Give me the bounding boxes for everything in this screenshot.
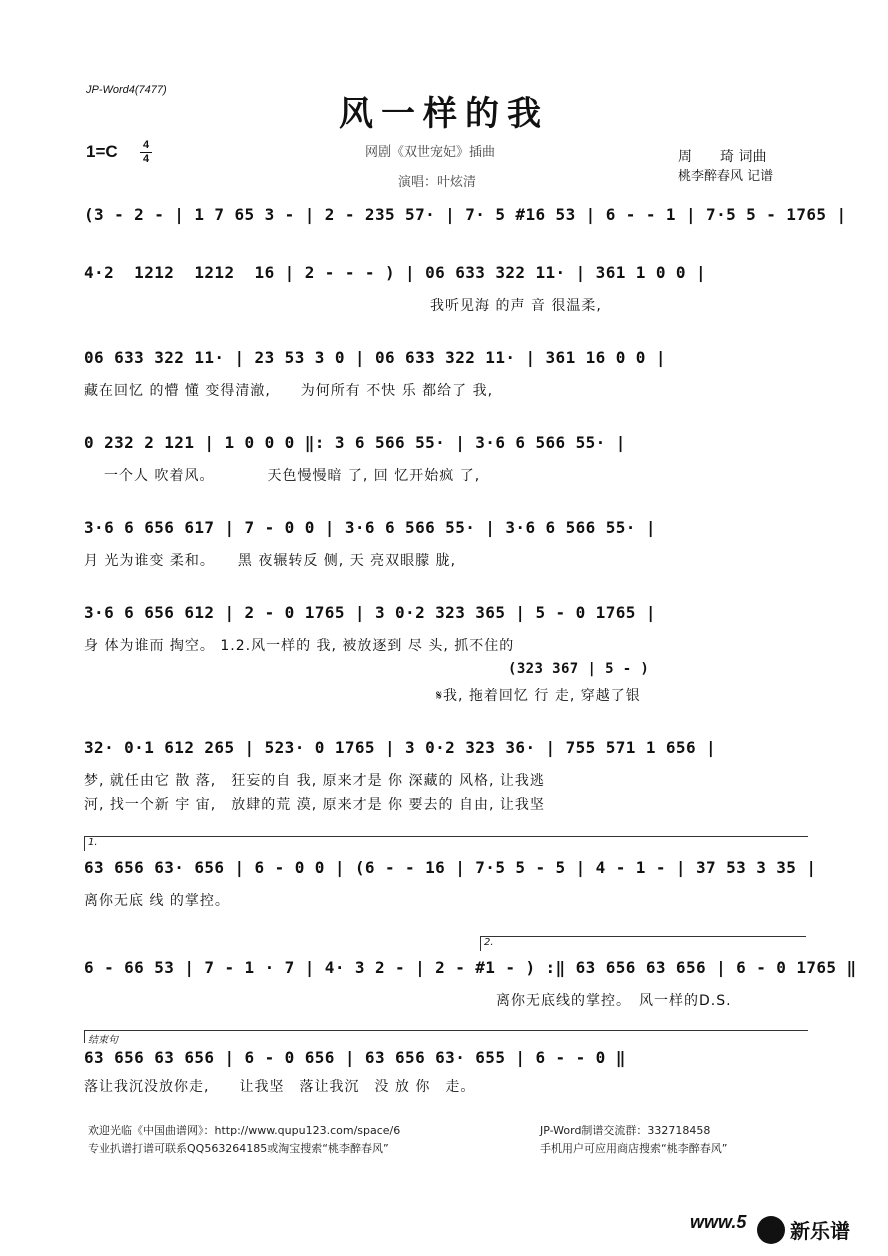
lyrics-row-7b: 河, 找一个新 宇 宙, 放肆的荒 漠, 原来才是 你 要去的 自由, 让我坚 xyxy=(84,797,545,813)
lyrics-row-6: 身 体为谁而 掏空。 1.2.风一样的 我, 被放逐到 尽 头, 抓不住的 xyxy=(84,638,515,654)
notes-row-3: 06 633 322 11· | 23 53 3 0 | 06 633 322 11· | 361 16 0 0 | xyxy=(84,348,666,367)
lyrics-row-9: 离你无底线的掌控。 风一样的D.S. xyxy=(496,993,732,1009)
first-ending-bracket xyxy=(84,836,808,851)
notes-row-7: 32· 0·1 612 265 | 523· 0 1765 | 3 0·2 323 36· | 755 571 1 656 | xyxy=(84,738,717,757)
watermark-url: www.5 xyxy=(690,1212,747,1232)
transcriber-credit: 桃李醉春风 记谱 xyxy=(678,169,774,184)
footer-line-2-left: 专业扒谱打谱可联系QQ563264185或淘宝搜索“桃李醉春风” xyxy=(88,1142,389,1155)
notes-row-1: (3 - 2 - | 1 7 65 3 - | 2 - 235 57· | 7· 5 #16 53 | 6 - - 1 | 7·5 5 - 1765 | xyxy=(84,205,847,224)
record-logo-icon xyxy=(757,1216,785,1244)
watermark-brand: 新乐谱 xyxy=(790,1219,850,1243)
lyrics-row-5: 月 光为谁变 柔和。 黑 夜辗转反 侧, 天 亮双眼朦 胧, xyxy=(84,553,457,569)
time-signature xyxy=(140,140,152,165)
lyrics-row-2: 我听见海 的声 音 很温柔, xyxy=(430,298,602,314)
footer-line-1-left: 欢迎光临《中国曲谱网》：http://www.qupu123.com/space/6 xyxy=(88,1124,401,1137)
meter-top: 4 xyxy=(142,139,150,151)
lyrics-row-7a: 梦, 就任由它 散 落, 狂妄的自 我, 原来才是 你 深藏的 风格, 让我逃 xyxy=(84,773,545,789)
notes-row-4: 0 232 2 121 | 1 0 0 0 ‖: 3 6 566 55· | 3·6 6 566 55· | xyxy=(84,433,626,452)
second-ending-label: 2. xyxy=(484,937,494,948)
lyrics-row-8: 离你无底 线 的掌控。 xyxy=(84,893,230,909)
alt-notes-row-6: (323 367 | 5 - ) xyxy=(508,661,650,677)
notes-row-5: 3·6 6 656 617 | 7 - 0 0 | 3·6 6 566 55· | 3·6 6 566 55· | xyxy=(84,518,656,537)
subtitle: 网剧《双世宠妃》插曲 xyxy=(365,145,496,160)
notes-row-8: 63 656 63· 656 | 6 - 0 0 | (6 - - 16 | 7·5 5 - 5 | 4 - 1 - | 37 53 3 35 | xyxy=(84,858,817,877)
lyrics-row-4: 一个人 吹着风。 天色慢慢暗 了, 回 忆开始疯 了, xyxy=(104,468,481,484)
notes-row-6: 3·6 6 656 612 | 2 - 0 1765 | 3 0·2 323 365 | 5 - 0 1765 | xyxy=(84,603,656,622)
notes-row-9: 6 - 66 53 | 7 - 1 · 7 | 4· 3 2 - | 2 - #1 - ) :‖ 63 656 63 656 | 6 - 0 1765 ‖ xyxy=(84,958,857,977)
lyrics-row-3: 藏在回忆 的懵 懂 变得清澈, 为何所有 不快 乐 都给了 我, xyxy=(84,383,494,399)
second-ending-bracket xyxy=(480,936,806,951)
meter-bottom: 4 xyxy=(142,153,150,165)
first-ending-label: 1. xyxy=(88,837,98,848)
notes-row-10: 63 656 63 656 | 6 - 0 656 | 63 656 63· 655 | 6 - - 0 ‖ xyxy=(84,1048,626,1067)
notes-row-2: 4·2 1212 1212 16 | 2 - - - ) | 06 633 322 11· | 361 1 0 0 | xyxy=(84,263,707,282)
alt-lyrics-row-6: 𝄋我, 拖着回忆 行 走, 穿越了银 xyxy=(436,688,641,704)
footer-line-1-right: JP-Word制谱交流群：332718458 xyxy=(540,1124,711,1137)
ending-label: 结束句 xyxy=(88,1035,118,1046)
lyricist-credit: 周 琦 词曲 xyxy=(678,149,767,165)
singer: 演唱：叶炫清 xyxy=(398,175,477,190)
ending-bracket xyxy=(84,1030,808,1046)
footer-line-2-right: 手机用户可应用商店搜索“桃李醉春风” xyxy=(540,1142,728,1155)
lyrics-row-10: 落让我沉没放你走, 让我坚 落让我沉 没 放 你 走。 xyxy=(84,1079,476,1095)
song-title: 风一样的我 xyxy=(339,94,549,134)
key-signature: 1=C xyxy=(86,142,118,161)
software-label: JP-Word4(7477) xyxy=(86,84,167,96)
